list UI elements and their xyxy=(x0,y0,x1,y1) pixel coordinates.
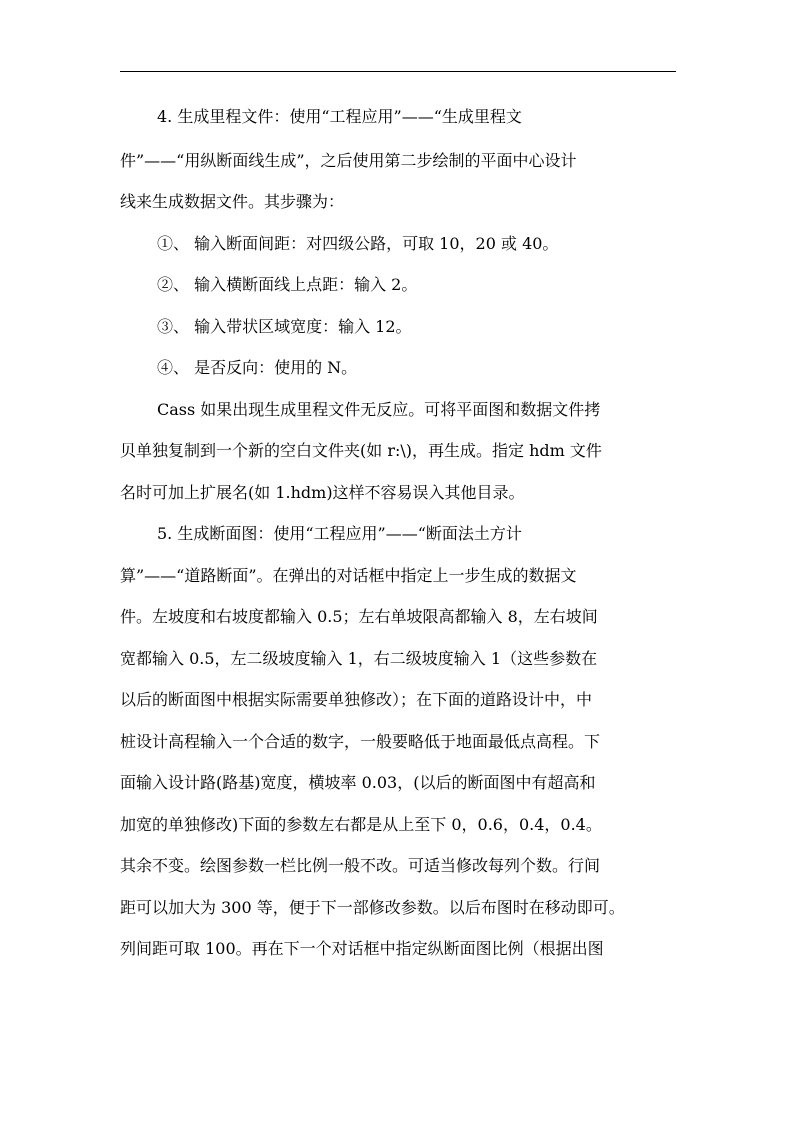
header-rule xyxy=(120,71,676,72)
text-line: 加宽的单独修改)下面的参数左右都是从上至下 0，0.6，0.4，0.4。 xyxy=(120,815,602,834)
text-line: 件”——“用纵断面线生成”，之后使用第二步绘制的平面中心设计 xyxy=(120,151,577,170)
text-line: 桩设计高程输入一个合适的数字，一般要略低于地面最低点高程。下 xyxy=(120,732,601,751)
text-line: 件。左坡度和右坡度都输入 0.5；左右单坡限高都输入 8，左右坡间 xyxy=(120,607,598,626)
text-line: 以后的断面图中根据实际需要单独修改）；在下面的道路设计中，中 xyxy=(120,690,593,709)
text-line: 宽都输入 0.5，左二级坡度输入 1，右二级坡度输入 1（这些参数在 xyxy=(120,649,598,668)
text-line: ①、 输入断面间距：对四级公路，可取 10，20 或 40。 xyxy=(157,234,559,253)
text-line: ③、 输入带状区域宽度：输入 12。 xyxy=(157,317,412,336)
text-line: 算”——“道路断面”。在弹出的对话框中指定上一步生成的数据文 xyxy=(120,566,577,585)
text-line: 其余不变。绘图参数一栏比例一般不改。可适当修改每列个数。行间 xyxy=(120,856,601,875)
text-line: Cass 如果出现生成里程文件无反应。可将平面图和数据文件拷 xyxy=(157,400,601,419)
text-line: 4. 生成里程文件：使用“工程应用”——“生成里程文 xyxy=(157,107,522,126)
text-line: 名时可加上扩展名(如 1.hdm)这样不容易误入其他目录。 xyxy=(120,483,525,502)
text-line: 5. 生成断面图：使用“工程应用”——“断面法土方计 xyxy=(157,524,522,543)
text-line: ④、 是否反向：使用的 N。 xyxy=(157,358,358,377)
text-line: 距可以加大为 300 等，便于下一部修改参数。以后布图时在移动即可。 xyxy=(120,898,625,917)
text-line: ②、 输入横断面线上点距：输入 2。 xyxy=(157,275,418,294)
text-line: 列间距可取 100。再在下一个对话框中指定纵断面图比例（根据出图 xyxy=(120,939,604,958)
text-line: 面输入设计路(路基)宽度，横坡率 0.03，(以后的断面图中有超高和 xyxy=(120,773,596,792)
text-line: 贝单独复制到一个新的空白文件夹(如 r:\)，再生成。指定 hdm 文件 xyxy=(120,441,602,460)
text-line: 线来生成数据文件。其步骤为： xyxy=(120,192,345,211)
